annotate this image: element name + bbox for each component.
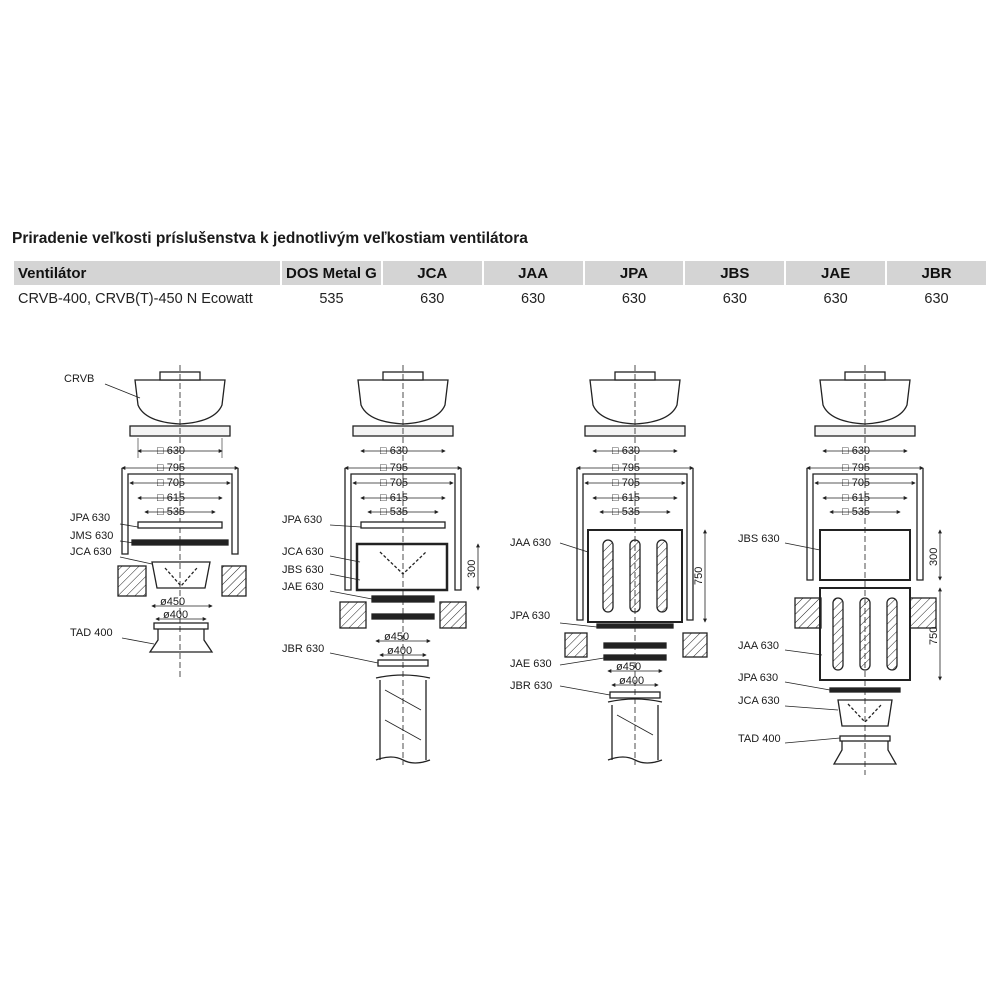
table-row [14,285,986,313]
d1-label-crvb: CRVB [64,373,95,385]
d1-label-jpa: JPA 630 [70,512,111,524]
d3-label-jbr: JBR 630 [510,680,553,692]
d1-dim-615: □ 615 [157,492,186,504]
d4-dim-705: □ 705 [842,477,871,489]
diagram-2 [330,365,478,765]
cell-jbr: 630 [924,291,949,307]
cell-fan: CRVB-400, CRVB(T)-450 N Ecowatt [18,291,253,307]
d3-label-jpa: JPA 630 [510,610,551,622]
cell-jae: 630 [823,291,848,307]
d1-label-jms: JMS 630 [70,530,114,542]
header-jbr: JBR [887,261,986,285]
d4-label-jca: JCA 630 [738,695,780,707]
d2-dim-795: □ 795 [380,462,409,474]
page-title: Priradenie veľkosti príslušenstva k jednotlivým veľkostiam ventilátora [12,230,528,247]
d4-label-jpa: JPA 630 [738,672,779,684]
d1-dim-400: ø400 [163,609,189,621]
d2-dim-450: ø450 [384,631,410,643]
diagram-4 [785,365,940,775]
d3-dim-450: ø450 [616,661,642,673]
diagram-1 [105,365,246,680]
d4-dim-535: □ 535 [842,506,871,518]
d2-dim-615: □ 615 [380,492,409,504]
header-jpa: JPA [585,261,684,285]
d2-label-jpa: JPA 630 [282,514,323,526]
d3-label-jaa: JAA 630 [510,537,551,549]
d1-dim-450: ø450 [160,596,186,608]
accessory-size-table [12,261,988,313]
d2-dim-535: □ 535 [380,506,409,518]
d4-dim-795: □ 795 [842,462,871,474]
d4-label-jaa: JAA 630 [738,640,779,652]
d4-dim-630: □ 630 [842,445,871,457]
diagram-3 [560,365,707,765]
d1-dim-630: □ 630 [157,445,186,457]
d2-dim-400: ø400 [387,645,413,657]
d1-label-tad: TAD 400 [70,627,113,639]
cell-jaa: 630 [521,291,546,307]
d3-dim-615: □ 615 [612,492,641,504]
installation-diagrams [0,340,1000,800]
d4-label-tad: TAD 400 [738,733,781,745]
d1-dim-705: □ 705 [157,477,186,489]
d2-label-jae: JAE 630 [282,581,324,593]
table-header-row [14,261,986,285]
d3-dim-535: □ 535 [612,506,641,518]
header-dos-metal-g: DOS Metal G [282,261,381,285]
d4-dim-300: 300 [928,547,940,566]
d3-dim-630: □ 630 [612,445,641,457]
d4-dim-615: □ 615 [842,492,871,504]
d2-label-jbr: JBR 630 [282,643,325,655]
header-jbs: JBS [685,261,784,285]
header-fan: Ventilátor [14,261,280,285]
d3-dim-795: □ 795 [612,462,641,474]
cell-jca: 630 [420,291,445,307]
d3-dim-400: ø400 [619,675,645,687]
d1-label-jca: JCA 630 [70,546,112,558]
d3-label-jae: JAE 630 [510,658,552,670]
d2-label-jca: JCA 630 [282,546,324,558]
cell-dos-metal-g: 535 [319,291,344,307]
d4-dim-750: 750 [928,626,940,645]
header-jca: JCA [383,261,482,285]
d3-dim-705: □ 705 [612,477,641,489]
header-jae: JAE [786,261,885,285]
d1-dim-795: □ 795 [157,462,186,474]
d2-dim-300: 300 [466,559,478,578]
header-jaa: JAA [484,261,583,285]
d2-dim-630: □ 630 [380,445,409,457]
d2-dim-705: □ 705 [380,477,409,489]
d1-dim-535: □ 535 [157,506,186,518]
cell-jpa: 630 [621,291,647,307]
cell-jbs: 630 [722,291,747,307]
d4-label-jbs: JBS 630 [738,533,780,545]
d2-label-jbs: JBS 630 [282,564,324,576]
d3-dim-750: 750 [693,566,705,585]
